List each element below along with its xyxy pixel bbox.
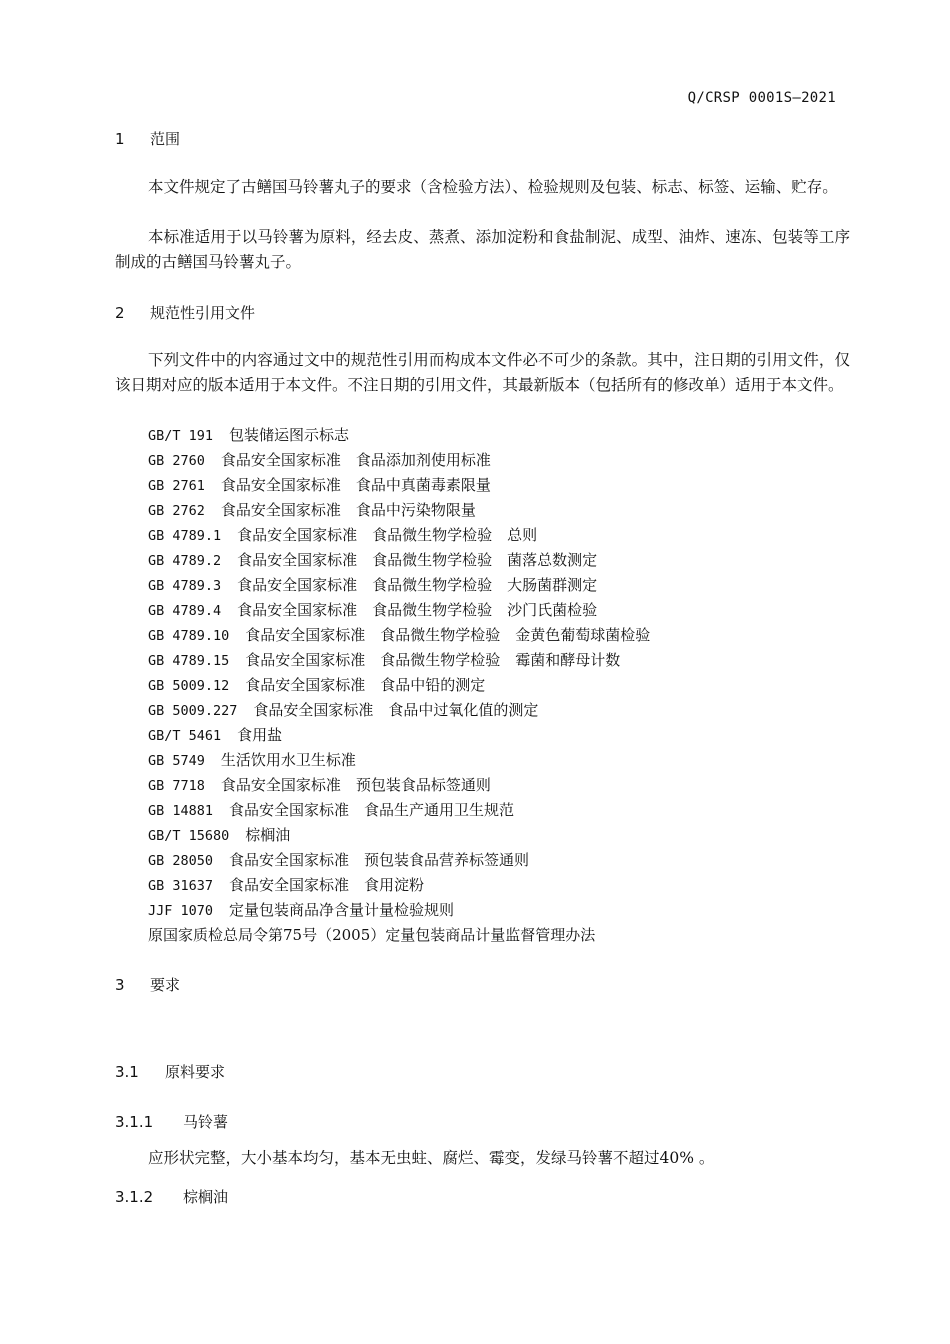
reference-code: GB 31637 xyxy=(148,878,214,894)
reference-title: 食品安全国家标准 食品微生物学检验 菌落总数测定 xyxy=(237,551,598,569)
reference-item xyxy=(148,923,650,948)
paragraph: 本标准适用于以马铃薯为原料，经去皮、蒸煮、添加淀粉和食盐制泥、成型、油炸、速冻、包装等工序制成的古鳝国马铃薯丸子。 xyxy=(115,228,850,271)
reference-item xyxy=(148,673,650,698)
reference-title: 原国家质检总局令第75号（2005）定量包装商品计量监督管理办法 xyxy=(148,926,596,944)
reference-code: GB 14881 xyxy=(148,803,214,819)
reference-title: 食品安全国家标准 食品微生物学检验 大肠菌群测定 xyxy=(237,576,598,594)
reference-item xyxy=(148,873,650,898)
reference-code: GB 4789.4 xyxy=(148,603,222,619)
reference-title: 食品安全国家标准 食品中真菌毒素限量 xyxy=(220,476,491,494)
reference-code: GB 28050 xyxy=(148,853,214,869)
reference-title: 食品安全国家标准 食用淀粉 xyxy=(229,876,425,894)
reference-title: 生活饮用水卫生标准 xyxy=(220,751,356,769)
section-2-heading xyxy=(115,302,255,323)
reference-item xyxy=(148,473,650,498)
paragraph: 本文件规定了古鳝国马铃薯丸子的要求（含检验方法）、检验规则及包装、标志、标签、运输、贮存。 xyxy=(148,178,838,196)
reference-title: 食品安全国家标准 食品微生物学检验 霉菌和酵母计数 xyxy=(245,651,621,669)
paragraph: 下列文件中的内容通过文中的规范性引用而构成本文件必不可少的条款。其中，注日期的引用文件，仅该日期对应的版本适用于本文件。不注日期的引用文件，其最新版本（包括所有的修改单）适用于本文件。 xyxy=(115,351,850,394)
reference-item xyxy=(148,823,650,848)
reference-item xyxy=(148,898,650,923)
reference-code: GB 7718 xyxy=(148,778,205,794)
reference-title: 定量包装商品净含量计量检验规则 xyxy=(229,901,455,919)
section-3-1-2-heading xyxy=(115,1186,228,1207)
section-1-heading xyxy=(115,128,180,149)
reference-code: GB 4789.15 xyxy=(148,653,230,669)
reference-title: 食品安全国家标准 食品添加剂使用标准 xyxy=(220,451,491,469)
section-number: 1 xyxy=(115,130,125,148)
reference-item xyxy=(148,623,650,648)
reference-title: 食品安全国家标准 预包装食品营养标签通则 xyxy=(229,851,530,869)
section-3-1-1-heading xyxy=(115,1111,228,1132)
section-title: 规范性引用文件 xyxy=(150,304,256,322)
paragraph: 应形状完整，大小基本均匀，基本无虫蛀、腐烂、霉变，发绿马铃薯不超过40% 。 xyxy=(148,1149,715,1167)
section-number: 3.1.1 xyxy=(115,1113,154,1131)
reference-title: 食品安全国家标准 食品中铅的测定 xyxy=(245,676,486,694)
section-title: 棕榈油 xyxy=(183,1188,229,1206)
reference-title: 包装储运图示标志 xyxy=(229,426,350,444)
reference-item xyxy=(148,848,650,873)
reference-title: 食品安全国家标准 食品微生物学检验 沙门氏菌检验 xyxy=(237,601,598,619)
section-title: 范围 xyxy=(150,130,181,148)
section-3-1-heading xyxy=(115,1061,225,1082)
reference-title: 食品安全国家标准 食品微生物学检验 总则 xyxy=(237,526,538,544)
reference-item xyxy=(148,523,650,548)
reference-code: GB 5749 xyxy=(148,753,205,769)
reference-code: GB 2761 xyxy=(148,478,205,494)
reference-code: JJF 1070 xyxy=(148,903,214,919)
reference-item xyxy=(148,448,650,473)
reference-item xyxy=(148,798,650,823)
section-number: 2 xyxy=(115,304,125,322)
reference-title: 食品安全国家标准 食品中污染物限量 xyxy=(220,501,476,519)
reference-title: 食品安全国家标准 食品中过氧化值的测定 xyxy=(253,701,539,719)
reference-code: GB/T 5461 xyxy=(148,728,222,744)
reference-code: GB 4789.1 xyxy=(148,528,222,544)
section-title: 原料要求 xyxy=(165,1063,226,1081)
reference-title: 食品安全国家标准 食品微生物学检验 金黄色葡萄球菌检验 xyxy=(245,626,651,644)
reference-item xyxy=(148,423,650,448)
reference-item xyxy=(148,773,650,798)
reference-code: GB 5009.227 xyxy=(148,703,238,719)
reference-item xyxy=(148,598,650,623)
reference-title: 食品安全国家标准 预包装食品标签通则 xyxy=(220,776,491,794)
section-title: 要求 xyxy=(150,976,181,994)
section-3-heading xyxy=(115,974,180,995)
reference-item xyxy=(148,498,650,523)
reference-code: GB 4789.10 xyxy=(148,628,230,644)
reference-item xyxy=(148,698,650,723)
reference-item xyxy=(148,548,650,573)
reference-title: 棕榈油 xyxy=(245,826,291,844)
section-number: 3.1.2 xyxy=(115,1188,154,1206)
reference-code: GB 4789.3 xyxy=(148,578,222,594)
reference-code: GB 2762 xyxy=(148,503,205,519)
reference-title: 食品安全国家标准 食品生产通用卫生规范 xyxy=(229,801,515,819)
reference-item xyxy=(148,573,650,598)
reference-item xyxy=(148,648,650,673)
section-number: 3 xyxy=(115,976,125,994)
reference-list xyxy=(148,423,650,948)
reference-code: GB 4789.2 xyxy=(148,553,222,569)
reference-code: GB/T 15680 xyxy=(148,828,230,844)
document-code: Q/CRSP 0001S—2021 xyxy=(687,90,836,106)
reference-code: GB 5009.12 xyxy=(148,678,230,694)
reference-item xyxy=(148,723,650,748)
section-number: 3.1 xyxy=(115,1063,139,1081)
reference-item xyxy=(148,748,650,773)
reference-code: GB/T 191 xyxy=(148,428,214,444)
reference-code: GB 2760 xyxy=(148,453,205,469)
section-title: 马铃薯 xyxy=(183,1113,229,1131)
reference-title: 食用盐 xyxy=(237,726,283,744)
